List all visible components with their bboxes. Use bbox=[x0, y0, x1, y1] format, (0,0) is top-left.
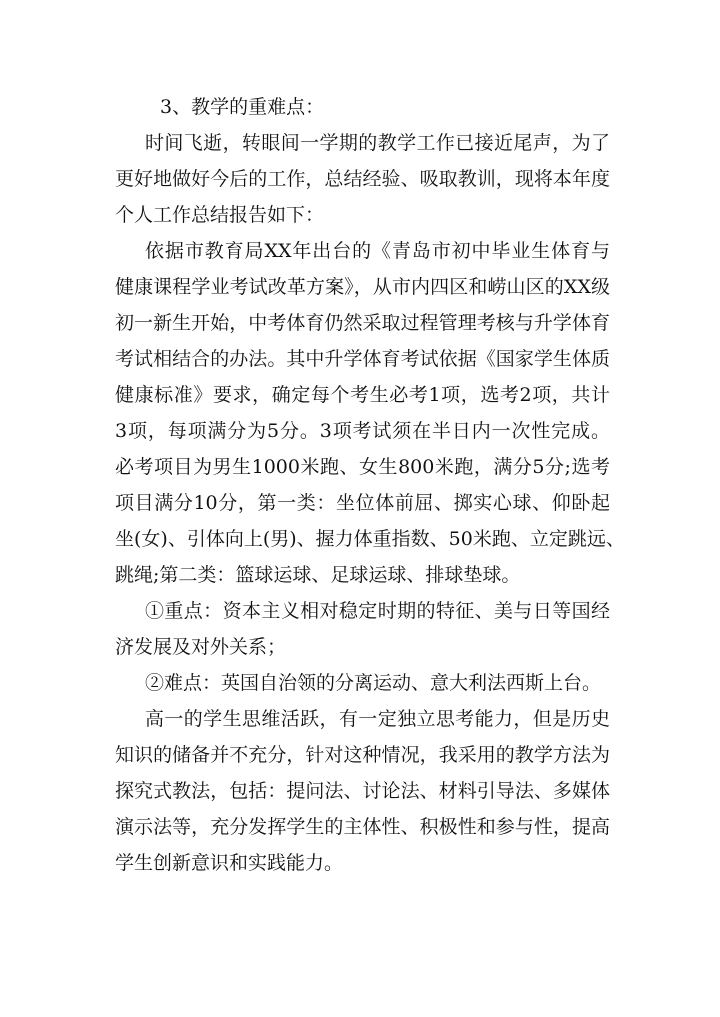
paragraph-key-point bbox=[115, 593, 610, 665]
paragraph-line: 个人工作总结报告如下： bbox=[115, 204, 325, 226]
paragraph-line: 更好地做好今后的工作，总结经验、吸取教训，现将本年度 bbox=[115, 168, 610, 190]
document-body bbox=[115, 89, 625, 881]
paragraph-line: ①重点：资本主义相对稳定时期的特征、美与日等国经 bbox=[145, 600, 610, 622]
paragraph-line: 学生创新意识和实践能力。 bbox=[115, 852, 344, 874]
section-heading: 3、教学的重难点： bbox=[160, 96, 325, 118]
paragraph-line: ②难点：英国自治领的分离运动、意大利法西斯上台。 bbox=[145, 672, 602, 694]
paragraph-line: 考试相结合的办法。其中升学体育考试依据《国家学生体质 bbox=[115, 348, 610, 370]
paragraph-line: 必考项目为男生1000米跑、女生800米跑，满分5分;选考 bbox=[115, 456, 610, 478]
paragraph-line: 知识的储备并不充分，针对这种情况，我采用的教学方法为 bbox=[115, 744, 610, 766]
paragraph-line: 高一的学生思维活跃，有一定独立思考能力，但是历史 bbox=[145, 708, 610, 730]
paragraph-difficult-point bbox=[115, 665, 610, 701]
paragraph-line: 健康标准》要求，确定每个考生必考1项，选考2项，共计 bbox=[115, 384, 610, 406]
paragraph-line: 时间飞逝，转眼间一学期的教学工作已接近尾声，为了 bbox=[145, 132, 610, 154]
paragraph-line: 健康课程学业考试改革方案》，从市内四区和崂山区的XX级 bbox=[115, 276, 610, 298]
paragraph-line: 3项，每项满分为5分。3项考试须在半日内一次性完成。 bbox=[115, 420, 610, 442]
paragraph-line: 演示法等，充分发挥学生的主体性、积极性和参与性，提高 bbox=[115, 816, 610, 838]
paragraph-line: 坐(女)、引体向上(男)、握力体重指数、50米跑、立定跳远、 bbox=[115, 528, 625, 550]
paragraph-line: 初一新生开始，中考体育仍然采取过程管理考核与升学体育 bbox=[115, 312, 610, 334]
paragraph-line: 依据市教育局XX年出台的《青岛市初中毕业生体育与 bbox=[145, 240, 610, 262]
paragraph-line: 项目满分10分，第一类：坐位体前屈、掷实心球、仰卧起 bbox=[115, 492, 610, 514]
paragraph-teaching-method bbox=[115, 701, 610, 881]
paragraph-pe-exam bbox=[115, 233, 625, 593]
paragraph-intro bbox=[115, 125, 610, 233]
paragraph-line: 跳绳;第二类：篮球运球、足球运球、排球垫球。 bbox=[115, 564, 521, 586]
paragraph-line: 探究式教法，包括：提问法、讨论法、材料引导法、多媒体 bbox=[115, 780, 610, 802]
paragraph-line: 济发展及对外关系； bbox=[115, 636, 287, 658]
